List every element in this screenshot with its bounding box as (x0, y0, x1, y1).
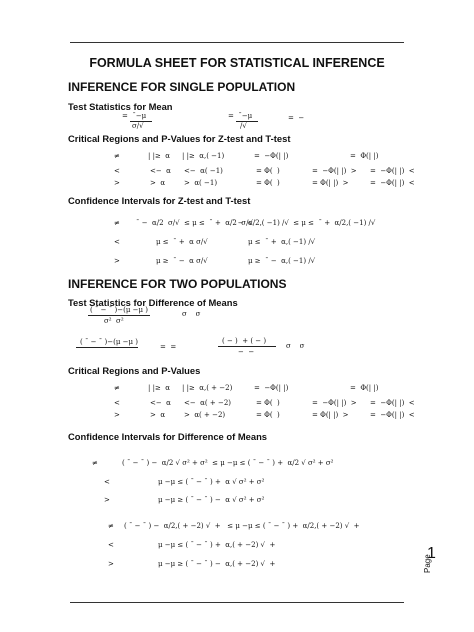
page-label: Page (423, 554, 432, 573)
c2-gt-t: > α( + −2) (184, 411, 226, 419)
pv-ne2: = Φ(| |) (350, 152, 379, 160)
ci-gt-z: μ ≥ ¯ − α σ/√ (156, 257, 208, 265)
e-gt-formula: μ −μ ≥ ( ¯ − ¯ ) − α,( + −2) √ + (158, 560, 276, 568)
d-ne-formula: ( ¯ − ¯ ) − α/2 √ σ² + σ² ≤ μ −μ ≤ ( ¯ − ¯ ) + α/2 √ σ² + σ² (122, 459, 334, 467)
cr-ne-t: | |≥ α,( −1) (182, 152, 225, 160)
d-lt: < (104, 478, 110, 486)
c2-gt-z: > α (150, 411, 166, 419)
e-ne-formula: ( ¯ − ¯ ) − α/2,( + −2) √ + ≤ μ −μ ≤ ( ¯ − ¯ ) + α/2,( + −2) √ + (124, 522, 360, 530)
c2-lt-z: <− α (150, 399, 171, 407)
e-lt: < (108, 541, 114, 549)
ci-ne-t: ¯ − α/2,( −1) /√ ≤ μ ≤ ¯ + α/2,( −1) /√ (232, 219, 376, 227)
formula-z-stat-top: = ¯−μ (122, 112, 147, 120)
c2-ne-z: | |≥ α (148, 384, 170, 392)
subheading-critical-regions-single: Critical Regions and P-Values for Z-test and T-test (68, 133, 291, 144)
cr-ne: ≠ (114, 152, 120, 160)
subheading-critical-regions-two: Critical Regions and P-Values (68, 365, 201, 376)
subheading-test-statistics-mean: Test Statistics for Mean (68, 101, 173, 112)
pv-lt2: = −Φ(| |) > (312, 167, 357, 175)
ci-lt: < (114, 238, 120, 246)
c2-pv-gt: = Φ( ) (256, 411, 280, 419)
pv-ne: = −Φ(| |) (254, 152, 289, 160)
subheading-confidence-intervals-difference: Confidence Intervals for Difference of Means (68, 431, 268, 442)
c2-pv-lt: = Φ( ) (256, 399, 280, 407)
tt2-sigmas: σ σ (286, 342, 305, 350)
ci-lt-z: μ ≤ ¯ + α σ/√ (156, 238, 208, 246)
ci-gt-t: μ ≥ ¯ − α,( −1) /√ (248, 257, 316, 265)
cr-lt-z: <− α (150, 167, 171, 175)
e-gt: > (108, 560, 114, 568)
section-heading-two: INFERENCE FOR TWO POPULATIONS (68, 277, 287, 291)
formula-z-stat-bottom: σ/√ (132, 122, 144, 130)
ci-ne-z: ¯ − α/2 σ/√ ≤ μ ≤ ¯ + α/2 σ/√ (136, 219, 253, 227)
c2-pv-lt3: = −Φ(| |) < (370, 399, 415, 407)
cr-ne-z: | |≥ α (148, 152, 170, 160)
formula-t-stat-top: = ¯−μ (228, 112, 253, 120)
cr-gt-t: > α( −1) (184, 179, 218, 187)
page-number: 1 (427, 545, 436, 562)
fraction-bar (218, 346, 276, 347)
pv-lt: = Φ( ) (256, 167, 280, 175)
pv-gt2: = Φ(| |) > (312, 179, 349, 187)
tt1-sigmas: σ σ (182, 310, 201, 318)
ci-ne: ≠ (114, 219, 120, 227)
formula-third-stat: = − (288, 114, 305, 122)
e-ne: ≠ (108, 522, 114, 530)
tt1-bottom: σ² σ² (104, 317, 124, 325)
d-ne: ≠ (92, 459, 98, 467)
c2-ne: ≠ (114, 384, 120, 392)
cr-lt: < (114, 167, 120, 175)
page-title: FORMULA SHEET FOR STATISTICAL INFERENCE (89, 56, 385, 70)
ci-lt-t: μ ≤ ¯ + α,( −1) /√ (248, 238, 316, 246)
d-lt-formula: μ −μ ≤ ( ¯ − ¯ ) + α √ σ² + σ² (158, 478, 265, 486)
c2-pv-lt2: = −Φ(| |) > (312, 399, 357, 407)
cr-gt: > (114, 179, 120, 187)
pv-lt3: = −Φ(| |) < (370, 167, 415, 175)
subheading-test-statistics-difference: Test Statistics for Difference of Means (68, 297, 238, 308)
e-lt-formula: μ −μ ≤ ( ¯ − ¯ ) + α,( + −2) √ + (158, 541, 276, 549)
tt2-top: ( ¯ − ¯ )−(μ −μ ) (80, 338, 138, 346)
tt2-pooled: ( − ) + ( − ) (222, 337, 267, 345)
c2-pv-ne2: = Φ(| |) (350, 384, 379, 392)
subheading-confidence-intervals-single: Confidence Intervals for Z-test and T-test (68, 195, 251, 206)
bottom-rule (70, 602, 404, 603)
tt2-pooled-den: − − (238, 348, 255, 356)
pv-gt: = Φ( ) (256, 179, 280, 187)
tt2-eq: = = (160, 343, 177, 351)
cr-gt-z: > α (150, 179, 166, 187)
top-rule (70, 42, 404, 43)
fraction-bar (88, 315, 150, 316)
c2-pv-gt3: = −Φ(| |) < (370, 411, 415, 419)
formula-t-stat-bottom: /√ (240, 122, 247, 130)
d-gt: > (104, 496, 110, 504)
c2-pv-gt2: = Φ(| |) > (312, 411, 349, 419)
d-gt-formula: μ −μ ≥ ( ¯ − ¯ ) − α √ σ² + σ² (158, 496, 265, 504)
section-heading-single: INFERENCE FOR SINGLE POPULATION (68, 80, 296, 94)
cr-lt-t: <− α( −1) (184, 167, 223, 175)
c2-lt-t: <− α( + −2) (184, 399, 232, 407)
c2-ne-t: | |≥ α,( + −2) (182, 384, 233, 392)
fraction-bar (76, 347, 138, 348)
c2-pv-ne: = −Φ(| |) (254, 384, 289, 392)
pv-gt3: = −Φ(| |) < (370, 179, 415, 187)
ci-gt: > (114, 257, 120, 265)
tt1-top: ( ¯ − ¯ )−(μ −μ ) (90, 306, 148, 314)
c2-lt: < (114, 399, 120, 407)
c2-gt: > (114, 411, 120, 419)
